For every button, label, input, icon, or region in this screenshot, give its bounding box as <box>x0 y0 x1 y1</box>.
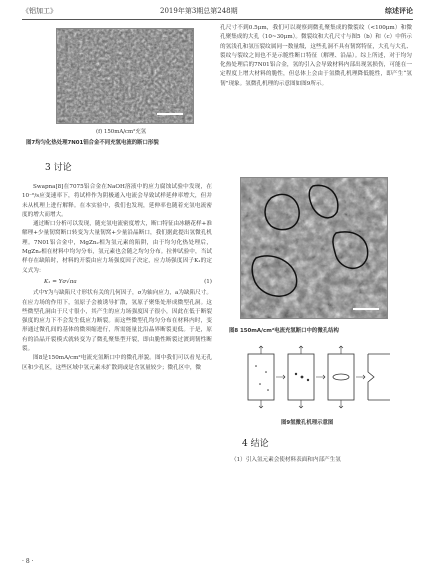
figure7-sem-photo <box>56 28 194 124</box>
section3-paragraph: 式中Y为与缺陷尺寸形状有关的几何因子，σ为轴向应力，a为缺陷尺寸。在应力场的作用下，氢原子会被诱导扩散，氢原子聚集处形成微型孔洞。这些微型孔洞由于尺寸很小，其产生的应力场强度因子很小，因此在低于断裂强度的应力下不会发生低应力断裂。而这些微型孔均匀分布在材料内时，变形通过微孔间的基体的微须缩进行，所需能量比沿晶界断裂更低。于是，原有的沿晶开裂模式就转变为了微孔聚集型开裂，即由脆性断裂过渡到韧性断裂。 <box>22 290 212 353</box>
right-paragraph: 孔尺寸不到0.5μm，我们可以观察到微孔聚集成的微裂纹（<100μm）和微孔聚集成的大孔（10~30μm）。微裂纹和大孔尺寸与图5（b）和（c）中所示的氢浅孔和氢压裂纹属同一数量级，这些孔洞不具有韧窝特征，大孔与大孔、裂纹与裂纹之间也不是示脆性断口特征（解理、沿晶）。综上所述，对于均匀化热处理后的7N01铝合金，氢的引入会导致材料内部出现氢损伤，可能在一定程度上增大材料的脆性，但总体上会由于氢微孔机理降低脆性，即产生“氢韧”现象。氢微孔机理的示意图如图9所示。 <box>220 25 412 87</box>
section4-paragraph: （1）引入氢元素会使材料表面和内部产生氢 <box>231 457 341 463</box>
right-column-text <box>220 24 412 89</box>
figure9-schematic <box>240 342 390 412</box>
section3-title: 3 讨论 <box>45 163 72 173</box>
left-column-text <box>22 183 212 373</box>
journal-name: 《铝加工》 <box>22 7 57 15</box>
section4-text <box>220 456 412 465</box>
section3-paragraph: 通过断口分析可以发现，随充氢电流密度增大，断口特征由冰糖花样+准解理+少量韧窝断口转变为大量韧窝+少量沿晶断口，我们据此提出氢微孔机理。7N01铝合金中，MgZn₂相为氢元素的陷阱，由于均匀化热处理后，MgZn₂相在材料中均匀分布，氢元素也会随之均匀分布。拉伸试验中，当试样存在缺陷时，材料的开裂由应力场强度因子决定，应力场强度因子K₁的定义式为： <box>22 221 212 274</box>
figure7-caption: 图7均匀化热处理7N01铝合金不同充氢电流的断口形貌 <box>26 140 159 146</box>
section3-paragraph: 图8是150mA/cm²电流充氢断口中的微孔形貌。图中我们可以看见无孔区和少孔区，这些区域中氢元素未扩散到或是含氢量较少；微孔区中，微 <box>22 355 212 371</box>
issue-info: 2019年第3期总第248期 <box>160 7 238 15</box>
equation-row <box>22 278 212 287</box>
equation: K₁ = Yσ√πa <box>44 278 77 285</box>
section4-title: 4 结论 <box>242 439 269 449</box>
section-label: 综述评论 <box>385 6 413 15</box>
header-rule <box>22 19 413 20</box>
figure9-caption: 图9氢微孔机理示意图 <box>281 420 334 426</box>
page-number: · 8 · <box>22 558 34 565</box>
equation-number: (1) <box>204 278 212 285</box>
figure8-caption: 图8 150mA/cm²电流充氢断口中的微孔结构 <box>229 328 339 334</box>
figure7-subcaption: (f) 150mA/cm²充氢 <box>96 129 147 135</box>
figure8-sem-photo <box>240 177 388 319</box>
section3-paragraph: Swapna[8]在7075铝合金在NaOH溶液中的应力腐蚀试验中发现，在10⁻⁶/s应变速率下，将试样作为阴极通入电流会导致试样延伸率增大，但并未从机理上进行解释。在本实验中，我们也发现，延伸率也随着充氢电流密度的增大而增大。 <box>22 184 212 218</box>
